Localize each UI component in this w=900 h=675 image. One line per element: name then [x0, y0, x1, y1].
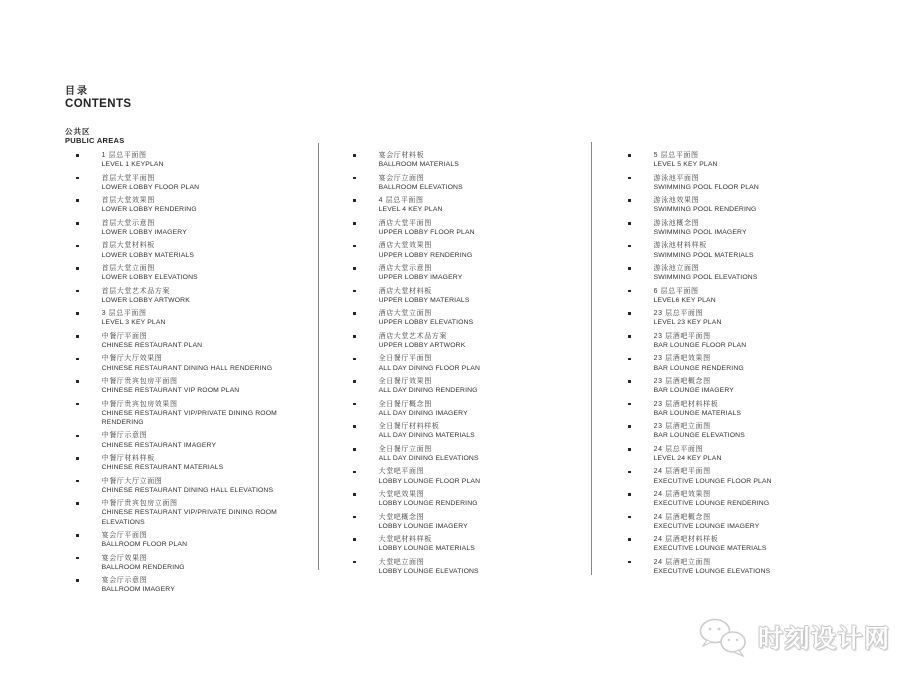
- toc-column-2: [353, 151, 589, 580]
- toc-item-title-zh: 中餐厅贵宾包房平面图: [101, 377, 178, 385]
- toc-item: [353, 377, 589, 395]
- toc-item-title-en: LOWER LOBBY ELEVATIONS: [101, 274, 198, 282]
- toc-item: [628, 219, 878, 237]
- bullet-icon: [628, 380, 631, 383]
- toc-item-title-en: UPPER LOBBY IMAGERY: [378, 274, 463, 282]
- toc-item: [353, 422, 589, 440]
- toc-item: [353, 241, 589, 259]
- toc-item: [76, 431, 318, 449]
- toc-item-title-zh: 中餐厅大厅效果图: [101, 355, 163, 363]
- toc-item: [628, 264, 878, 282]
- toc-item-title-zh: 游泳池效果图: [653, 197, 700, 205]
- toc-item-title-zh: 24 层总平面图: [653, 445, 704, 453]
- toc-item: [76, 454, 318, 472]
- toc-item-title-en: ALL DAY DINING FLOOR PLAN: [378, 364, 481, 372]
- toc-item-title-en: BAR LOUNGE IMAGERY: [653, 387, 734, 395]
- bullet-icon: [353, 448, 356, 451]
- bullet-icon: [76, 358, 79, 361]
- toc-item-title-zh: 24 层酒吧平面图: [653, 468, 711, 476]
- toc-item-title-zh: 游泳池平面图: [653, 174, 700, 182]
- bullet-icon: [76, 557, 79, 560]
- toc-item-title-en: LOBBY LOUNGE ELEVATIONS: [378, 567, 479, 575]
- wechat-icon: [698, 616, 750, 658]
- toc-item-title-zh: 酒店大堂材料板: [378, 287, 432, 295]
- toc-item-title-en: UPPER LOBBY RENDERING: [378, 251, 473, 259]
- bullet-icon: [353, 245, 356, 248]
- bullet-icon: [628, 403, 631, 406]
- toc-item-title-zh: 大堂吧效果图: [378, 490, 425, 498]
- toc-item-title-en: UPPER LOBBY MATERIALS: [378, 296, 470, 304]
- bullet-icon: [628, 425, 631, 428]
- toc-item-title-en: UPPER LOBBY FLOOR PLAN: [378, 228, 475, 236]
- toc-item-title-zh: 5 层总平面图: [653, 152, 699, 159]
- toc-item: [353, 174, 589, 192]
- bullet-icon: [76, 335, 79, 338]
- toc-item-title-zh: 首层大堂材料板: [101, 242, 155, 250]
- bullet-icon: [353, 177, 356, 180]
- toc-item-title-zh: 1 层总平面图: [101, 152, 147, 159]
- watermark: [698, 616, 891, 658]
- toc-item-title-zh: 宴会厅材料板: [378, 152, 425, 159]
- toc-item: [76, 377, 318, 395]
- bullet-icon: [353, 358, 356, 361]
- bullet-icon: [628, 290, 631, 293]
- bullet-icon: [76, 380, 79, 383]
- toc-item-title-en: LOWER LOBBY IMAGERY: [101, 228, 187, 236]
- bullet-icon: [76, 579, 79, 582]
- toc-item: [628, 490, 878, 508]
- toc-item-title-zh: 酒店大堂效果图: [378, 242, 432, 250]
- toc-item: [76, 196, 318, 214]
- toc-item-title-en: UPPER LOBBY ARTWORK: [378, 341, 466, 349]
- page-title-zh: 目录: [65, 86, 89, 97]
- bullet-icon: [353, 493, 356, 496]
- toc-item: [353, 309, 589, 327]
- toc-item: [76, 151, 318, 169]
- toc-item-title-en: CHINESE RESTAURANT VIP/PRIVATE DINING ROOM RENDERING: [101, 409, 277, 426]
- toc-item-title-en: BAR LOUNGE RENDERING: [653, 364, 744, 372]
- toc-item-title-en: BALLROOM ELEVATIONS: [378, 183, 463, 191]
- toc-item-title-en: LOWER LOBBY MATERIALS: [101, 251, 195, 259]
- toc-item: [353, 490, 589, 508]
- bullet-icon: [628, 561, 631, 564]
- toc-item: [628, 287, 878, 305]
- toc-item: [628, 196, 878, 214]
- toc-item-title-en: CHINESE RESTAURANT DINING HALL ELEVATIONS: [101, 486, 274, 494]
- toc-item-title-en: LOBBY LOUNGE RENDERING: [378, 500, 478, 508]
- toc-item-title-en: CHINESE RESTAURANT DINING HALL RENDERING: [101, 364, 273, 372]
- toc-item-title-en: LOBBY LOUNGE FLOOR PLAN: [378, 477, 481, 485]
- toc-item-title-en: EXECUTIVE LOUNGE RENDERING: [653, 500, 770, 508]
- toc-item-title-zh: 24 层酒吧概念图: [653, 513, 711, 521]
- toc-item-title-en: LEVEL 24 KEY PLAN: [653, 454, 722, 462]
- toc-item: [76, 554, 318, 572]
- bullet-icon: [353, 335, 356, 338]
- toc-item: [353, 467, 589, 485]
- toc-item: [628, 241, 878, 259]
- toc-item-title-zh: 中餐厅平面图: [101, 332, 148, 340]
- toc-item: [628, 377, 878, 395]
- toc-item-title-zh: 24 层酒吧材料样板: [653, 536, 719, 544]
- toc-column-3: [628, 151, 878, 580]
- toc-item-title-en: UPPER LOBBY ELEVATIONS: [378, 319, 474, 327]
- toc-item-title-zh: 全日餐厅概念图: [378, 400, 432, 408]
- toc-item-title-zh: 中餐厅大厅立面图: [101, 477, 163, 485]
- toc-item-title-en: CHINESE RESTAURANT VIP/PRIVATE DINING ROOM ELEVATIONS: [101, 509, 277, 526]
- page-header: [65, 86, 131, 145]
- column-divider-2: [591, 142, 592, 575]
- bullet-icon: [76, 312, 79, 315]
- bullet-icon: [353, 312, 356, 315]
- toc-item-title-en: LEVEL6 KEY PLAN: [653, 296, 716, 304]
- toc-item-title-zh: 全日餐厅效果图: [378, 377, 432, 385]
- toc-item-title-zh: 宴会厅立面图: [378, 174, 425, 182]
- section-title-zh: 公共区: [65, 127, 91, 136]
- toc-item: [353, 445, 589, 463]
- toc-column-1: [76, 151, 318, 599]
- toc-item: [628, 174, 878, 192]
- bullet-icon: [628, 312, 631, 315]
- toc-item-title-en: ALL DAY DINING ELEVATIONS: [378, 454, 479, 462]
- bullet-icon: [76, 267, 79, 270]
- bullet-icon: [628, 222, 631, 225]
- bullet-icon: [628, 358, 631, 361]
- toc-item-title-en: LEVEL 1 KEYPLAN: [101, 161, 164, 169]
- bullet-icon: [76, 222, 79, 225]
- bullet-icon: [353, 561, 356, 564]
- toc-item: [76, 241, 318, 259]
- toc-item-title-en: EXECUTIVE LOUNGE ELEVATIONS: [653, 567, 771, 575]
- toc-item-title-zh: 23 层酒吧立面图: [653, 423, 711, 431]
- toc-item-title-en: SWIMMING POOL RENDERING: [653, 206, 757, 214]
- toc-item-title-zh: 首层大堂示意图: [101, 219, 155, 227]
- bullet-icon: [76, 199, 79, 202]
- bullet-icon: [353, 538, 356, 541]
- toc-item-title-zh: 23 层酒吧概念图: [653, 377, 711, 385]
- bullet-icon: [628, 471, 631, 474]
- toc-item-title-en: LEVEL 3 KEY PLAN: [101, 319, 166, 327]
- toc-item: [628, 332, 878, 350]
- toc-item-title-zh: 宴会厅效果图: [101, 554, 148, 562]
- toc-item-title-zh: 中餐厅示意图: [101, 432, 148, 440]
- toc-item: [353, 196, 589, 214]
- bullet-icon: [628, 538, 631, 541]
- toc-item: [628, 354, 878, 372]
- bullet-icon: [628, 199, 631, 202]
- toc-item: [628, 513, 878, 531]
- toc-item-title-zh: 6 层总平面图: [653, 287, 699, 295]
- toc-item-title-en: ALL DAY DINING RENDERING: [378, 387, 478, 395]
- toc-item: [353, 151, 589, 169]
- toc-item-title-en: LEVEL 5 KEY PLAN: [653, 161, 718, 169]
- toc-item-title-en: BAR LOUNGE ELEVATIONS: [653, 432, 745, 440]
- toc-item: [353, 558, 589, 576]
- bullet-icon: [628, 448, 631, 451]
- bullet-icon: [628, 267, 631, 270]
- toc-item: [353, 219, 589, 237]
- toc-item-title-en: LOWER LOBBY FLOOR PLAN: [101, 183, 200, 191]
- bullet-icon: [76, 245, 79, 248]
- toc-item: [353, 287, 589, 305]
- toc-item-title-zh: 大堂吧材料样板: [378, 536, 432, 544]
- toc-item-title-zh: 游泳池立面图: [653, 264, 700, 272]
- toc-item-title-en: BAR LOUNGE FLOOR PLAN: [653, 341, 747, 349]
- toc-item-title-en: CHINESE RESTAURANT PLAN: [101, 341, 203, 349]
- toc-item: [353, 400, 589, 418]
- toc-item-title-zh: 宴会厅平面图: [101, 531, 148, 539]
- toc-item-title-zh: 23 层酒吧平面图: [653, 332, 711, 340]
- toc-item-title-en: CHINESE RESTAURANT IMAGERY: [101, 441, 217, 449]
- bullet-icon: [353, 380, 356, 383]
- toc-item: [76, 499, 318, 527]
- toc-item-title-zh: 23 层酒吧材料样板: [653, 400, 719, 408]
- toc-item-title-en: CHINESE RESTAURANT MATERIALS: [101, 464, 224, 472]
- bullet-icon: [628, 335, 631, 338]
- bullet-icon: [628, 516, 631, 519]
- toc-item-title-zh: 大堂吧立面图: [378, 558, 425, 566]
- toc-item-title-en: ALL DAY DINING MATERIALS: [378, 432, 475, 440]
- toc-item-title-en: LEVEL 23 KEY PLAN: [653, 319, 722, 327]
- toc-item: [628, 400, 878, 418]
- toc-item: [76, 400, 318, 428]
- bullet-icon: [76, 480, 79, 483]
- toc-item-title-zh: 游泳池材料样板: [653, 242, 707, 250]
- toc-item-title-en: EXECUTIVE LOUNGE MATERIALS: [653, 545, 767, 553]
- toc-item: [628, 422, 878, 440]
- toc-item-title-zh: 酒店大堂立面图: [378, 310, 432, 318]
- bullet-icon: [353, 222, 356, 225]
- toc-item-title-zh: 24 层酒吧效果图: [653, 490, 711, 498]
- toc-item-title-en: SWIMMING POOL IMAGERY: [653, 228, 747, 236]
- toc-item: [628, 151, 878, 169]
- toc-item-title-en: BAR LOUNGE MATERIALS: [653, 409, 742, 417]
- bullet-icon: [353, 471, 356, 474]
- toc-item: [76, 531, 318, 549]
- bullet-icon: [628, 154, 631, 157]
- toc-item-title-en: SWIMMING POOL FLOOR PLAN: [653, 183, 759, 191]
- toc-item-title-zh: 首层大堂平面图: [101, 174, 155, 182]
- toc-item-title-en: BALLROOM RENDERING: [101, 563, 185, 571]
- toc-item: [353, 513, 589, 531]
- page-title-en: CONTENTS: [65, 98, 132, 110]
- bullet-icon: [76, 534, 79, 537]
- bullet-icon: [628, 493, 631, 496]
- toc-item: [353, 264, 589, 282]
- toc-item: [628, 445, 878, 463]
- bullet-icon: [76, 502, 79, 505]
- watermark-text: 时刻设计网: [758, 625, 891, 653]
- toc-item: [76, 477, 318, 495]
- toc-item-title-zh: 23 层总平面图: [653, 310, 704, 318]
- toc-item-title-zh: 大堂吧概念图: [378, 513, 425, 521]
- toc-item-title-en: BALLROOM MATERIALS: [378, 161, 459, 169]
- bullet-icon: [76, 435, 79, 438]
- toc-item-title-zh: 首层大堂立面图: [101, 264, 155, 272]
- toc-item-title-en: EXECUTIVE LOUNGE FLOOR PLAN: [653, 477, 772, 485]
- toc-item-title-en: EXECUTIVE LOUNGE IMAGERY: [653, 522, 760, 530]
- toc-item-title-zh: 中餐厅贵宾包房立面图: [101, 500, 178, 508]
- toc-item-title-zh: 23 层酒吧效果图: [653, 355, 711, 363]
- toc-item: [628, 535, 878, 553]
- bullet-icon: [628, 245, 631, 248]
- toc-item-title-zh: 大堂吧平面图: [378, 468, 425, 476]
- toc-item-title-en: SWIMMING POOL MATERIALS: [653, 251, 754, 259]
- toc-item: [353, 332, 589, 350]
- bullet-icon: [353, 267, 356, 270]
- toc-item: [628, 309, 878, 327]
- toc-item: [628, 558, 878, 576]
- toc-item-title-en: LOWER LOBBY ARTWORK: [101, 296, 190, 304]
- toc-item: [76, 309, 318, 327]
- toc-item-title-zh: 全日餐厅材料样板: [378, 423, 440, 431]
- toc-item-title-zh: 4 层总平面图: [378, 197, 424, 205]
- bullet-icon: [353, 516, 356, 519]
- bullet-icon: [353, 290, 356, 293]
- toc-item: [76, 219, 318, 237]
- toc-item-title-zh: 24 层酒吧立面图: [653, 558, 711, 566]
- toc-item: [76, 332, 318, 350]
- toc-item-title-zh: 宴会厅示意图: [101, 577, 148, 585]
- toc-item: [76, 287, 318, 305]
- toc-item-title-en: ALL DAY DINING IMAGERY: [378, 409, 468, 417]
- bullet-icon: [353, 403, 356, 406]
- bullet-icon: [353, 154, 356, 157]
- toc-item-title-zh: 游泳池概念图: [653, 219, 700, 227]
- toc-item: [628, 467, 878, 485]
- toc-item-title-zh: 3 层总平面图: [101, 310, 147, 318]
- toc-item-title-zh: 首层大堂艺术品方案: [101, 287, 170, 295]
- bullet-icon: [76, 290, 79, 293]
- bullet-icon: [353, 425, 356, 428]
- toc-item: [353, 535, 589, 553]
- toc-item-title-en: LOBBY LOUNGE IMAGERY: [378, 522, 468, 530]
- bullet-icon: [76, 177, 79, 180]
- column-divider-1: [318, 143, 319, 570]
- toc-item: [76, 576, 318, 594]
- toc-item-title-en: BALLROOM IMAGERY: [101, 586, 175, 594]
- toc-item-title-en: LOWER LOBBY RENDERING: [101, 206, 197, 214]
- toc-item-title-en: LOBBY LOUNGE MATERIALS: [378, 545, 475, 553]
- toc-item: [353, 354, 589, 372]
- toc-item-title-zh: 全日餐厅平面图: [378, 355, 432, 363]
- toc-item-title-zh: 酒店大堂平面图: [378, 219, 432, 227]
- toc-item: [76, 264, 318, 282]
- section-title-en: PUBLIC AREAS: [65, 136, 125, 145]
- toc-item-title-zh: 酒店大堂示意图: [378, 264, 432, 272]
- toc-item: [76, 354, 318, 372]
- toc-item-title-zh: 全日餐厅立面图: [378, 445, 432, 453]
- bullet-icon: [353, 199, 356, 202]
- bullet-icon: [76, 403, 79, 406]
- toc-item: [76, 174, 318, 192]
- bullet-icon: [76, 457, 79, 460]
- toc-item-title-zh: 中餐厅材料样板: [101, 454, 155, 462]
- bullet-icon: [76, 154, 79, 157]
- bullet-icon: [628, 177, 631, 180]
- toc-item-title-en: LEVEL 4 KEY PLAN: [378, 206, 443, 214]
- toc-item-title-en: BALLROOM FLOOR PLAN: [101, 541, 188, 549]
- toc-item-title-zh: 首层大堂效果图: [101, 197, 155, 205]
- toc-item-title-zh: 酒店大堂艺术品方案: [378, 332, 447, 340]
- toc-item-title-en: SWIMMING POOL ELEVATIONS: [653, 274, 758, 282]
- toc-item-title-en: CHINESE RESTAURANT VIP ROOM PLAN: [101, 387, 240, 395]
- toc-item-title-zh: 中餐厅贵宾包房效果图: [101, 400, 178, 408]
